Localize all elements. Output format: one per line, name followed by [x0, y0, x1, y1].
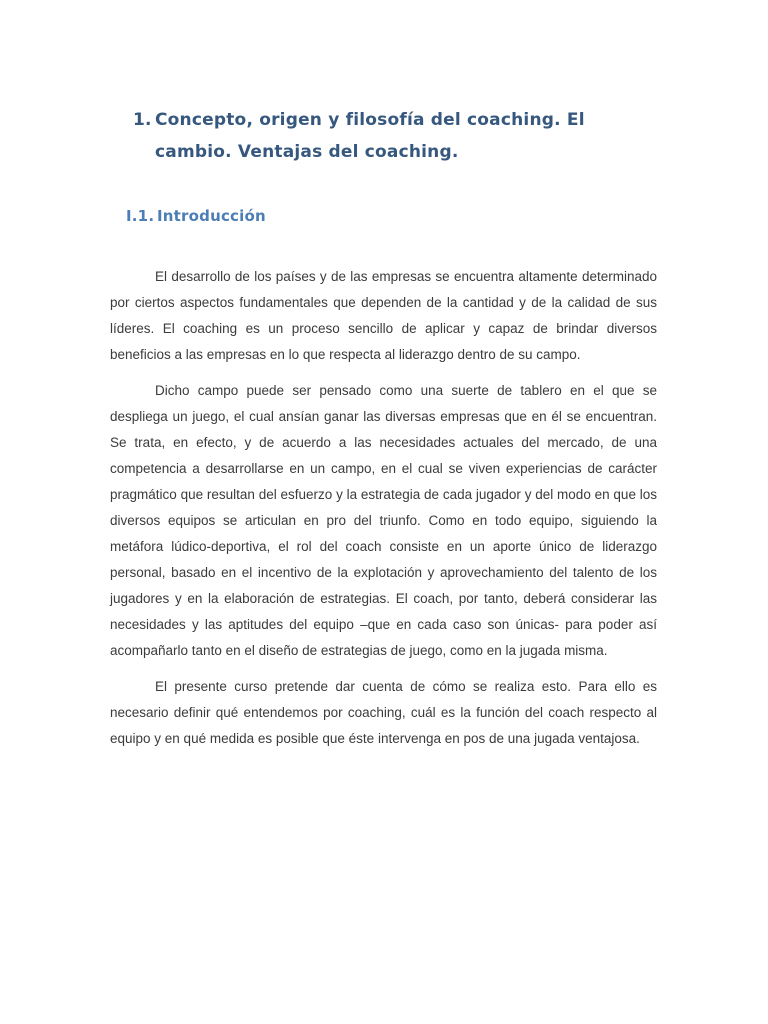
chapter-heading-text: Concepto, origen y filosofía del coaching. El cambio. Ventajas del coaching. [155, 110, 585, 162]
section-heading-number: I.1. [126, 207, 155, 225]
chapter-heading [133, 104, 657, 168]
document-body [110, 264, 657, 752]
paragraph-intro: El desarrollo de los países y de las empresas se encuentra altamente determinado por ciertos aspectos fundamentales que dependen de la cantidad y de la calidad de sus líderes. El coaching es un proceso sencillo de aplicar y capaz de brindar diversos beneficios a las empresas en lo que respecta al liderazgo dentro de su campo. [110, 269, 657, 362]
chapter-heading-number: 1. [133, 110, 152, 130]
section-heading [126, 204, 657, 228]
paragraph-course-goal: El presente curso pretende dar cuenta de cómo se realiza esto. Para ello es necesario definir qué entendemos por coaching, cuál es la función del coach respecto al equipo y en qué medida es posible que éste intervenga en pos de una jugada ventajosa. [110, 679, 657, 746]
paragraph-metaphor: Dicho campo puede ser pensado como una suerte de tablero en el que se despliega un juego, el cual ansían ganar las diversas empresas que en él se encuentran. Se trata, en efecto, y de acuerdo a las necesidades actuales del mercado, de una competencia a desarrollarse en un campo, en el cual se viven experiencias de carácter pragmático que resultan del esfuerzo y la estrategia de cada jugador y del modo en que los diversos equipos se articulan en pro del triunfo. Como en todo equipo, siguiendo la metáfora lúdico-deportiva, el rol del coach consiste en un aporte único de liderazgo personal, basado en el incentivo de la explotación y aprovechamiento del talento de los jugadores y en la elaboración de estrategias. El coach, por tanto, deberá considerar las necesidades y las aptitudes del equipo –que en cada caso son únicas- para poder así acompañarlo tanto en el diseño de estrategias de juego, como en la jugada misma. [110, 383, 657, 658]
section-heading-text: Introducción [157, 207, 266, 225]
